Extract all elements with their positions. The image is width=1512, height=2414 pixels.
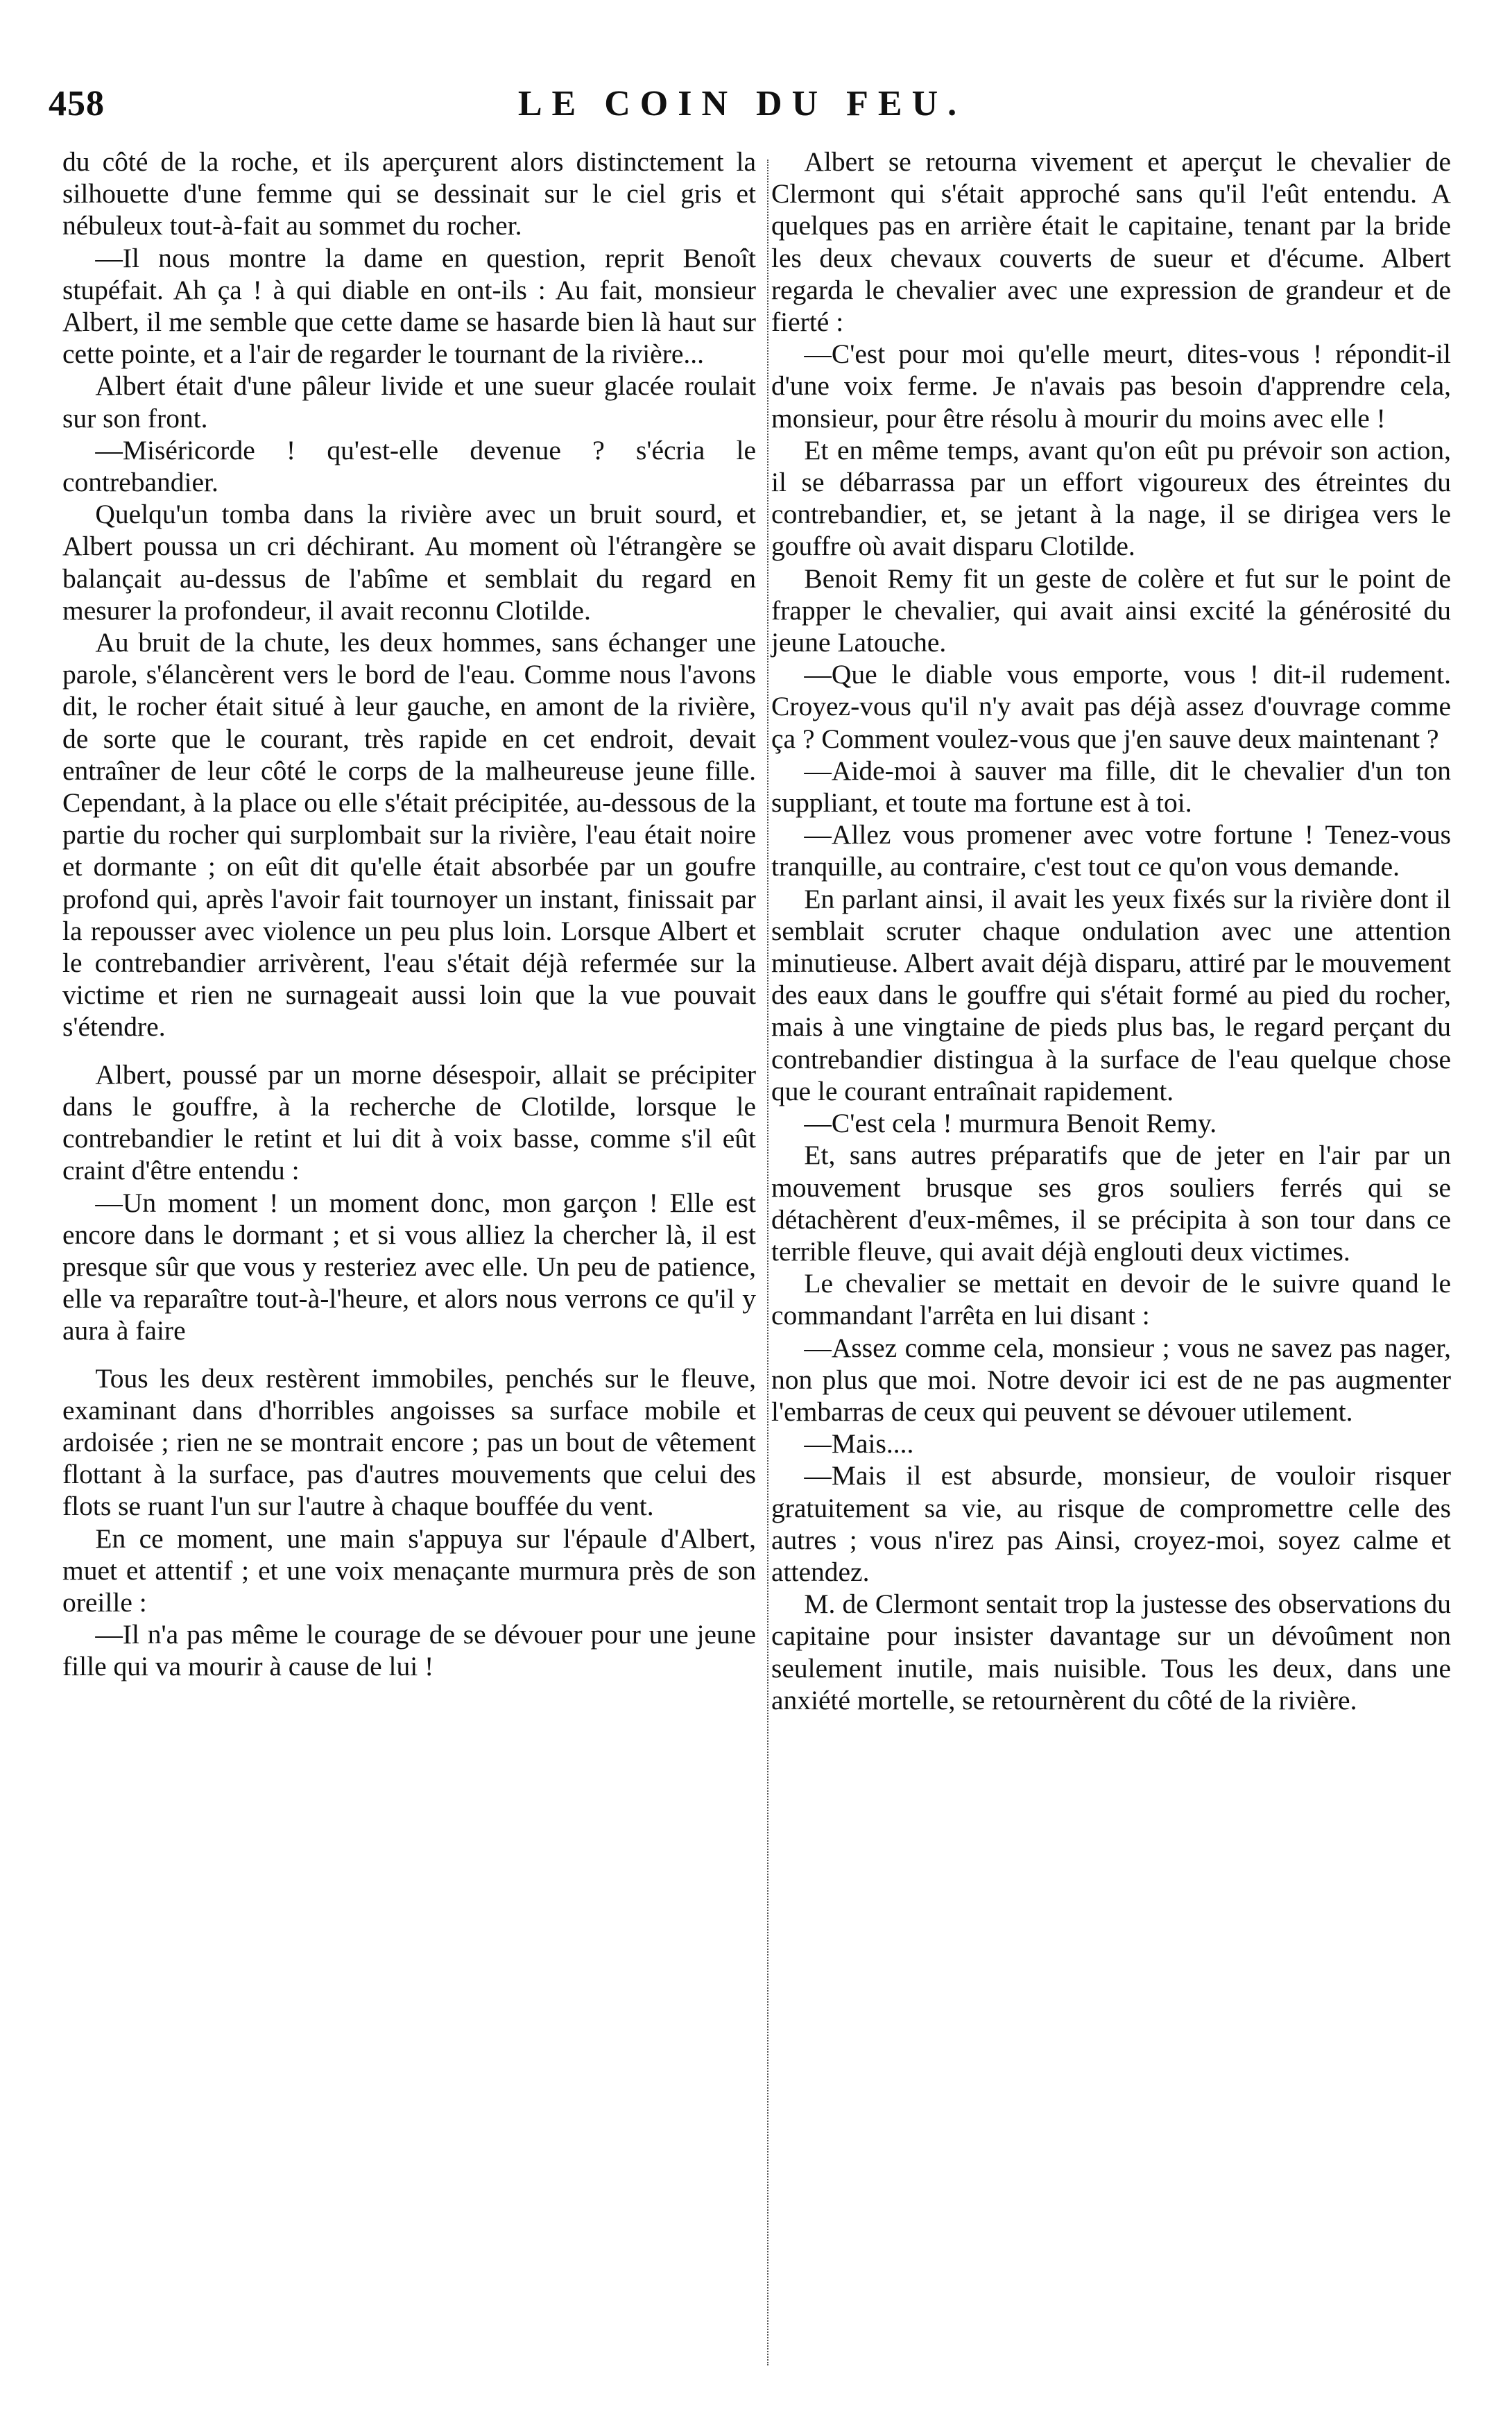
paragraph: Tous les deux restèrent immobiles, penchés sur le fleuve, examinant dans d'horribles angoisses sa surface mobile et ardoisée ; rien ne se montrait encore ; pas un bout de vêtement flottant à la surface, pas d'autres mouvements que celui des flots se ruant l'un sur l'autre à chaque bouffée du vent.	[62, 1362, 756, 1522]
running-title: LE COIN DU FEU.	[517, 84, 967, 123]
page-header	[49, 83, 1436, 139]
paragraph: En parlant ainsi, il avait les yeux fixés sur la rivière dont il semblait scruter chaque ondulation avec une attention minutieuse. Albert avait déjà disparu, attiré par le mouvement des eaux dans le gouffre qui s'était formé au pied du rocher, mais à une vingtaine de pieds plus bas, le regard perçant du contrebandier distingua à la surface de l'eau quelque chose que le courant entraînait rapidement.	[771, 883, 1451, 1106]
paragraph: —Un moment ! un moment donc, mon garçon ! Elle est encore dans le dormant ; et si vous alliez la chercher là, il est presque sûr que vous y resteriez avec elle. Un peu de patience, elle va reparaître tout-à-l'heure, et alors nous verrons ce qu'il y aura à faire	[62, 1187, 756, 1346]
paragraph: Albert se retourna vivement et aperçut le chevalier de Clermont qui s'était approché sans qu'il l'eût entendu. A quelques pas en arrière était le capitaine, tenant par la bride les deux chevaux couverts de sueur et d'écume. Albert regarda le chevalier avec une expression de grandeur et de fierté :	[771, 146, 1451, 338]
paragraph: —Allez vous promener avec votre fortune ! Tenez-vous tranquille, au contraire, c'est tout ce qu'on vous demande.	[771, 819, 1451, 882]
paragraph: —Il n'a pas même le courage de se dévouer pour une jeune fille qui va mourir à cause de lui !	[62, 1619, 756, 1682]
paragraph: Et, sans autres préparatifs que de jeter en l'air par un mouvement brusque ses gros souliers ferrés qui se détachèrent d'eux-mêmes, il se précipita à son tour dans ce terrible fleuve, qui avait déjà englouti deux victimes.	[771, 1140, 1451, 1267]
paragraph: du côté de la roche, et ils aperçurent alors distinctement la silhouette d'une femme qui se dessinait sur le ciel gris et nébuleux tout-à-fait au sommet du rocher.	[62, 146, 756, 241]
paragraph: M. de Clermont sentait trop la justesse des observations du capitaine pour insister davantage sur un dévoûment non seulement inutile, mais nuisible. Tous les deux, dans une anxiété mortelle, se retournèrent du côté de la rivière.	[771, 1589, 1451, 1715]
paragraph: —Que le diable vous emporte, vous ! dit-il rudement. Croyez-vous qu'il n'y avait pas déjà assez d'ouvrage comme ça ? Comment voulez-vous que j'en sauve deux maintenant ?	[771, 659, 1451, 754]
paragraph: Au bruit de la chute, les deux hommes, sans échanger une parole, s'élancèrent vers le bord de l'eau. Comme nous l'avons dit, le rocher était situé à leur gauche, en amont de la rivière, de sorte que le courant, très rapide en cet endroit, devait entraîner de leur côté le corps de la malheureuse jeune fille. Cependant, à la place ou elle s'était précipitée, au-dessous de la partie du rocher qui surplombait sur la rivière, l'eau était noire et dormante ; on eût dit qu'elle était absorbée par un goufre profond qui, après l'avoir fait tournoyer un instant, finissait par la repousser avec violence un peu plus loin. Lorsque Albert et le contrebandier arrivèrent, l'eau s'était déjà refermée sur la victime et rien ne surnageait aussi loin que la vue pouvait s'étendre.	[62, 627, 756, 1043]
paragraph: —C'est cela ! murmura Benoit Remy.	[804, 1108, 1217, 1139]
paragraph: Benoit Remy fit un geste de colère et fut sur le point de frapper le chevalier, qui avait ainsi excité la générosité du jeune Latouche.	[771, 563, 1451, 658]
left-column	[62, 146, 756, 1683]
paragraph: Le chevalier se mettait en devoir de le suivre quand le commandant l'arrêta en lui disant :	[771, 1268, 1451, 1331]
paragraph: En ce moment, une main s'appuya sur l'épaule d'Albert, muet et attentif ; et une voix menaçante murmura près de son oreille :	[62, 1523, 756, 1618]
paragraph: —Assez comme cela, monsieur ; vous ne savez pas nager, non plus que moi. Notre devoir ici est de ne pas augmenter l'embarras de ceux qui peuvent se dévouer utilement.	[771, 1332, 1451, 1427]
column-divider	[767, 160, 768, 2365]
page-number: 458	[49, 84, 105, 123]
paragraph: Albert, poussé par un morne désespoir, allait se précipiter dans le gouffre, à la recherche de Clotilde, lorsque le contrebandier le retint et lui dit à voix basse, comme s'il eût craint d'être entendu :	[62, 1059, 756, 1186]
paragraph: —Miséricorde ! qu'est-elle devenue ? s'écria le contrebandier.	[62, 434, 756, 498]
paragraph: Quelqu'un tomba dans la rivière avec un bruit sourd, et Albert poussa un cri déchirant. Au moment où l'étrangère se balançait au-dessus de l'abîme et semblait du regard en mesurer la profondeur, il avait reconnu Clotilde.	[62, 499, 756, 626]
paragraph: —Mais....	[804, 1428, 914, 1459]
paragraph: —Mais il est absurde, monsieur, de vouloir risquer gratuitement sa vie, au risque de compromettre celle des autres ; vous n'irez pas Ainsi, croyez-moi, soyez calme et attendez.	[771, 1460, 1451, 1587]
paragraph: Et en même temps, avant qu'on eût pu prévoir son action, il se débarrassa par un effort vigoureux des étreintes du contrebandier, et, se jetant à la nage, il se dirigea vers le gouffre où avait disparu Clotilde.	[771, 434, 1451, 562]
paragraph: —Il nous montre la dame en question, reprit Benoît stupéfait. Ah ça ! à qui diable en ont-ils : Au fait, monsieur Albert, il me semble que cette dame se hasarde bien là haut sur cette pointe, et a l'air de regarder le tournant de la rivière...	[62, 242, 756, 370]
paragraph: —Aide-moi à sauver ma fille, dit le chevalier d'un ton suppliant, et toute ma fortune est à toi.	[771, 755, 1451, 819]
right-column	[771, 146, 1451, 1716]
paragraph: —C'est pour moi qu'elle meurt, dites-vous ! répondit-il d'une voix ferme. Je n'avais pas besoin d'apprendre cela, monsieur, pour être résolu à mourir du moins avec elle !	[771, 339, 1451, 434]
paragraph: Albert était d'une pâleur livide et une sueur glacée roulait sur son front.	[62, 370, 756, 434]
